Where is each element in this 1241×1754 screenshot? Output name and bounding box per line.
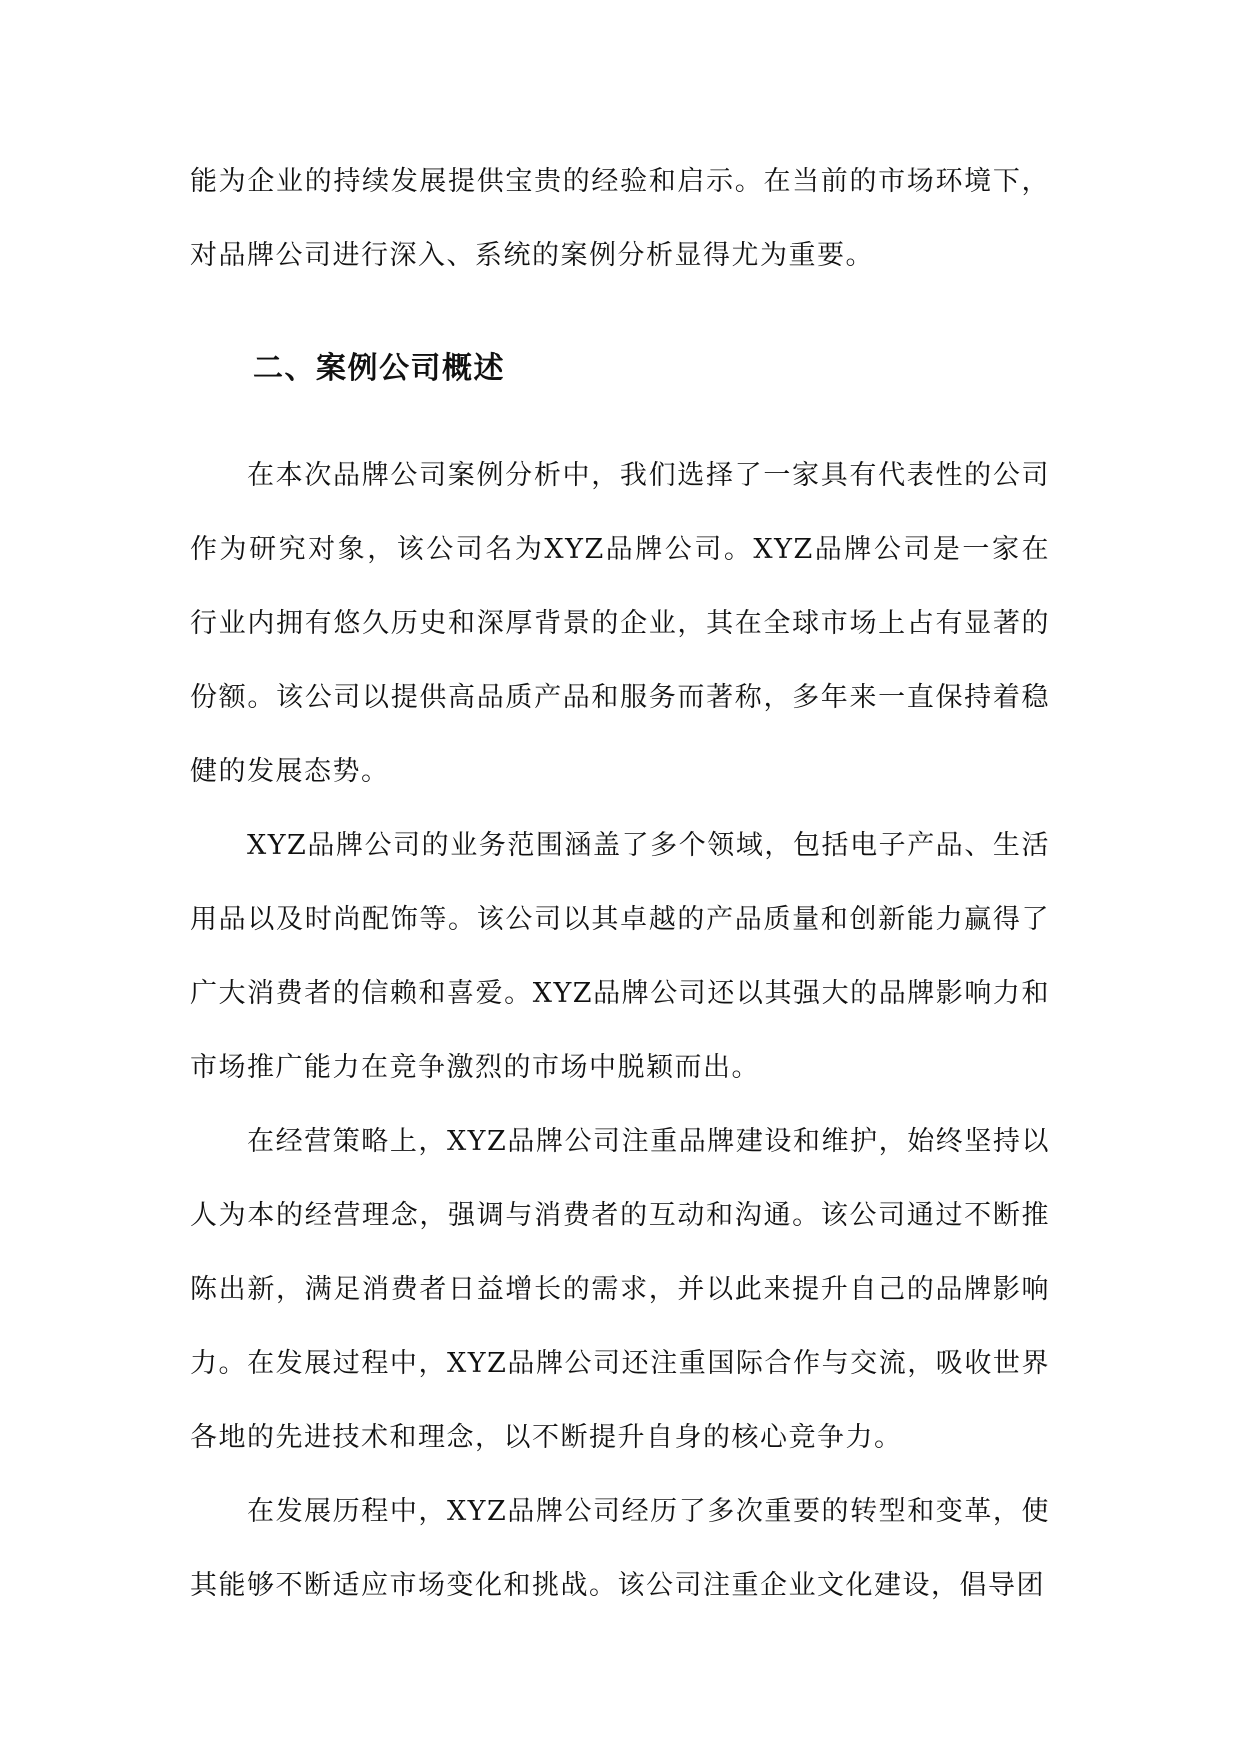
document-body	[190, 145, 1050, 1623]
body-paragraph-1: 在本次品牌公司案例分析中，我们选择了一家具有代表性的公司作为研究对象，该公司名为XYZ品牌公司。XYZ品牌公司是一家在行业内拥有悠久历史和深厚背景的企业，其在全球市场上占有显著的份额。该公司以提供高品质产品和服务而著称，多年来一直保持着稳健的发展态势。	[190, 460, 1050, 787]
body-paragraph-4: 在发展历程中，XYZ品牌公司经历了多次重要的转型和变革，使其能够不断适应市场变化和挑战。该公司注重企业文化建设，倡导团	[190, 1496, 1050, 1601]
intro-paragraph: 能为企业的持续发展提供宝贵的经验和启示。在当前的市场环境下，对品牌公司进行深入、系统的案例分析显得尤为重要。	[190, 166, 1050, 271]
body-paragraph-3: 在经营策略上，XYZ品牌公司注重品牌建设和维护，始终坚持以人为本的经营理念，强调与消费者的互动和沟通。该公司通过不断推陈出新，满足消费者日益增长的需求，并以此来提升自己的品牌影响力。在发展过程中，XYZ品牌公司还注重国际合作与交流，吸收世界各地的先进技术和理念，以不断提升自身的核心竞争力。	[190, 1126, 1050, 1453]
body-paragraph-2: XYZ品牌公司的业务范围涵盖了多个领域，包括电子产品、生活用品以及时尚配饰等。该公司以其卓越的产品质量和创新能力赢得了广大消费者的信赖和喜爱。XYZ品牌公司还以其强大的品牌影响力和市场推广能力在竞争激烈的市场中脱颖而出。	[190, 830, 1050, 1083]
section-heading: 二、案例公司概述	[253, 351, 505, 386]
